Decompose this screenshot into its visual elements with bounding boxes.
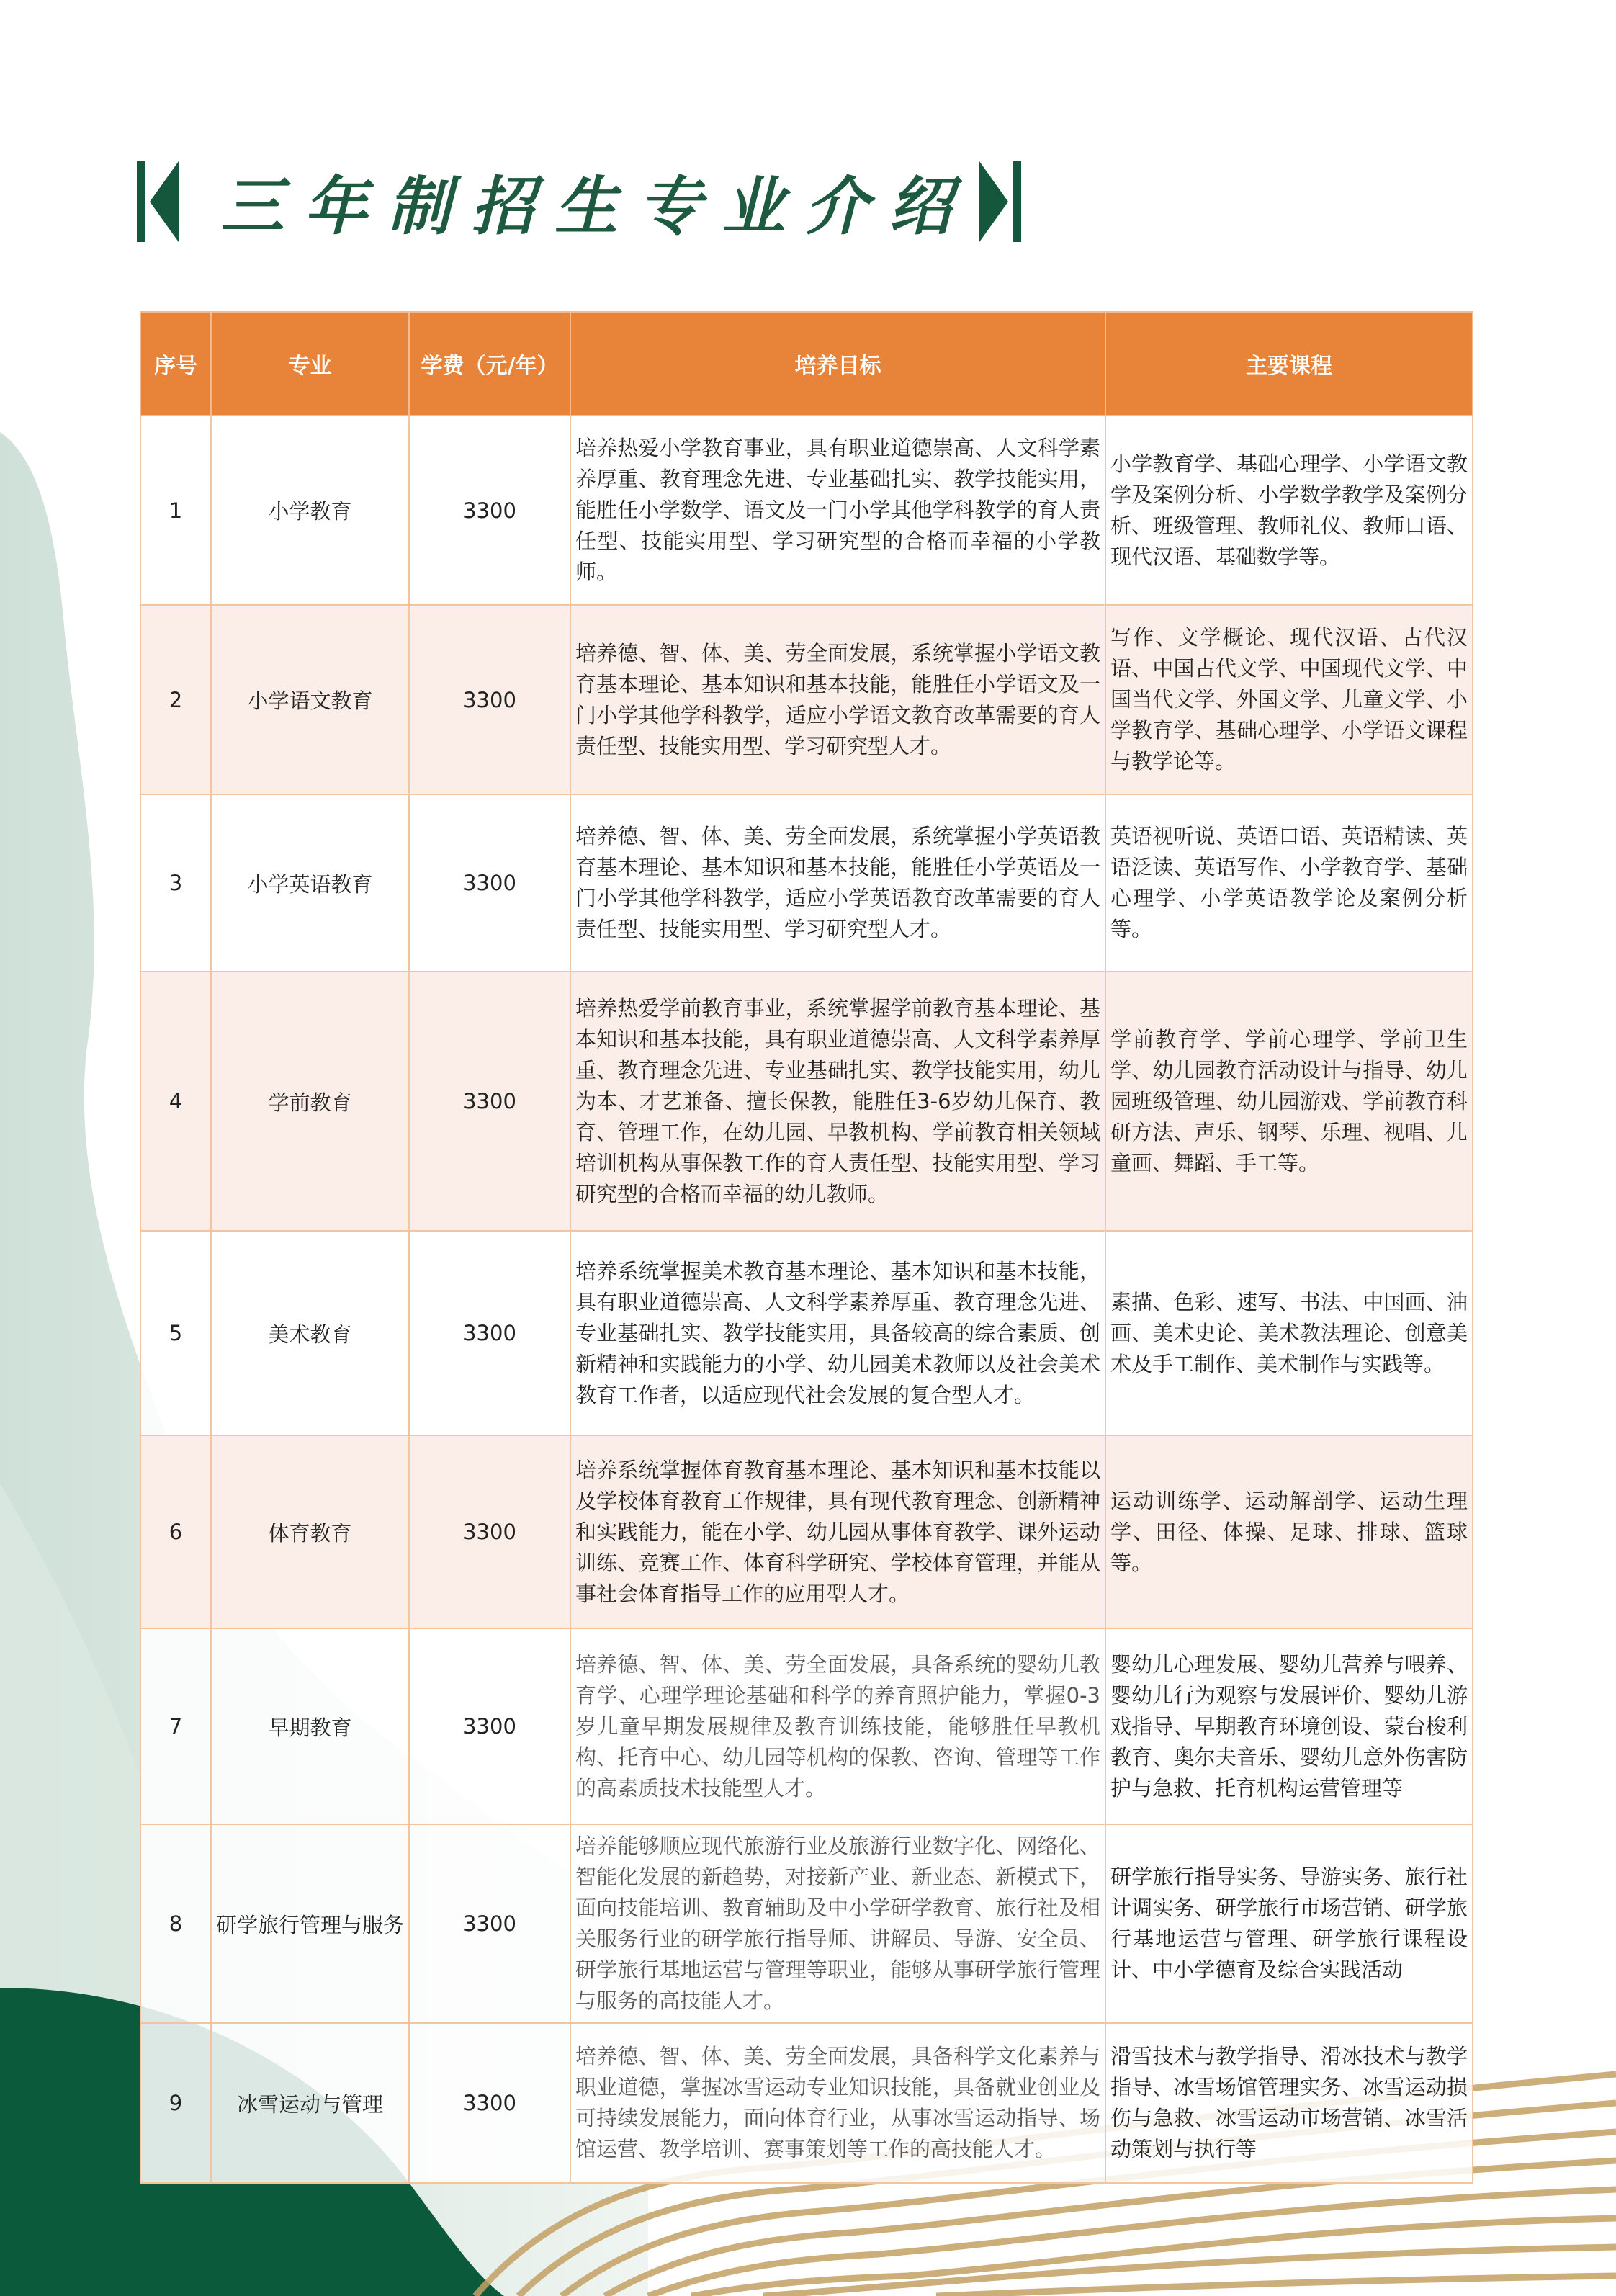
table-row <box>140 972 1473 1231</box>
table-row <box>140 605 1473 794</box>
header-index: 序号 <box>140 312 211 416</box>
row-major: 研学旅行管理与服务 <box>211 1824 409 2023</box>
table-header-row <box>140 312 1473 416</box>
table-row <box>140 1628 1473 1824</box>
row-major: 体育教育 <box>211 1435 409 1628</box>
row-index: 2 <box>140 605 211 794</box>
row-courses: 素描、色彩、速写、书法、中国画、油画、美术史论、美术教法理论、创意美术及手工制作、美术制作与实践等。 <box>1105 1231 1473 1435</box>
row-goal: 培养系统掌握美术教育基本理论、基本知识和基本技能，具有职业道德崇高、人文科学素养厚重、教育理念先进、专业基础扎实、教学技能实用，具备较高的综合素质、创新精神和实践能力的小学、幼儿园美术教师以及社会美术教育工作者，以适应现代社会发展的复合型人才。 <box>570 1231 1105 1435</box>
row-index: 9 <box>140 2023 211 2183</box>
row-major: 小学教育 <box>211 416 409 605</box>
row-goal: 培养德、智、体、美、劳全面发展，具备科学文化素养与职业道德，掌握冰雪运动专业知识技能，具备就业创业及可持续发展能力，面向体育行业，从事冰雪运动指导、场馆运营、教学培训、赛事策划等工作的高技能人才。 <box>570 2023 1105 2183</box>
row-fee: 3300 <box>409 416 570 605</box>
row-courses: 小学教育学、基础心理学、小学语文教学及案例分析、小学数学教学及案例分析、班级管理、教师礼仪、教师口语、现代汉语、基础数学等。 <box>1105 416 1473 605</box>
table-row <box>140 1824 1473 2023</box>
row-courses: 学前教育学、学前心理学、学前卫生学、幼儿园教育活动设计与指导、幼儿园班级管理、幼儿园游戏、学前教育科研方法、声乐、钢琴、乐理、视唱、儿童画、舞蹈、手工等。 <box>1105 972 1473 1231</box>
row-goal: 培养能够顺应现代旅游行业及旅游行业数字化、网络化、智能化发展的新趋势，对接新产业、新业态、新模式下，面向技能培训、教育辅助及中小学研学教育、旅行社及相关服务行业的研学旅行指导师、讲解员、导游、安全员、研学旅行基地运营与管理等职业，能够从事研学旅行管理与服务的高技能人才。 <box>570 1824 1105 2023</box>
right-bracket-icon <box>979 158 1026 245</box>
majors-table-container <box>140 311 1472 2184</box>
row-goal: 培养热爱小学教育事业，具有职业道德崇高、人文科学素养厚重、教育理念先进、专业基础扎实、教学技能实用，能胜任小学数学、语文及一门小学其他学科教学的育人责任型、技能实用型、学习研究型的合格而幸福的小学教师。 <box>570 416 1105 605</box>
row-major: 冰雪运动与管理 <box>211 2023 409 2183</box>
row-fee: 3300 <box>409 2023 570 2183</box>
row-courses: 英语视听说、英语口语、英语精读、英语泛读、英语写作、小学教育学、基础心理学、小学英语教学论及案例分析等。 <box>1105 794 1473 972</box>
table-row <box>140 794 1473 972</box>
header-major: 专业 <box>211 312 409 416</box>
row-fee: 3300 <box>409 794 570 972</box>
row-major: 早期教育 <box>211 1628 409 1824</box>
row-fee: 3300 <box>409 1628 570 1824</box>
page-title <box>137 155 1026 248</box>
row-index: 7 <box>140 1628 211 1824</box>
row-major: 美术教育 <box>211 1231 409 1435</box>
row-index: 5 <box>140 1231 211 1435</box>
header-fee: 学费（元/年） <box>409 312 570 416</box>
left-bracket-icon <box>137 158 179 245</box>
row-courses: 研学旅行指导实务、导游实务、旅行社计调实务、研学旅行市场营销、研学旅行基地运营与管理、研学旅行课程设计、中小学德育及综合实践活动 <box>1105 1824 1473 2023</box>
table-row <box>140 1231 1473 1435</box>
row-index: 6 <box>140 1435 211 1628</box>
row-goal: 培养热爱学前教育事业，系统掌握学前教育基本理论、基本知识和基本技能，具有职业道德崇高、人文科学素养厚重、教育理念先进、专业基础扎实、教学技能实用，幼儿为本、才艺兼备、擅长保教，能胜任3-6岁幼儿保育、教育、管理工作，在幼儿园、早教机构、学前教育相关领域培训机构从事保教工作的育人责任型、技能实用型、学习研究型的合格而幸福的幼儿教师。 <box>570 972 1105 1231</box>
row-fee: 3300 <box>409 972 570 1231</box>
row-courses: 运动训练学、运动解剖学、运动生理学、田径、体操、足球、排球、篮球等。 <box>1105 1435 1473 1628</box>
row-index: 3 <box>140 794 211 972</box>
header-goal: 培养目标 <box>570 312 1105 416</box>
row-courses: 滑雪技术与教学指导、滑冰技术与教学指导、冰雪场馆管理实务、冰雪运动损伤与急救、冰雪运动市场营销、冰雪活动策划与执行等 <box>1105 2023 1473 2183</box>
row-fee: 3300 <box>409 1231 570 1435</box>
page-title-text: 三年制招生专业介绍 <box>220 169 973 243</box>
row-goal: 培养德、智、体、美、劳全面发展，系统掌握小学英语教育基本理论、基本知识和基本技能，能胜任小学英语及一门小学其他学科教学，适应小学英语教育改革需要的育人责任型、技能实用型、学习研究型人才。 <box>570 794 1105 972</box>
row-goal: 培养德、智、体、美、劳全面发展，系统掌握小学语文教育基本理论、基本知识和基本技能，能胜任小学语文及一门小学其他学科教学，适应小学语文教育改革需要的育人责任型、技能实用型、学习研究型人才。 <box>570 605 1105 794</box>
row-goal: 培养系统掌握体育教育基本理论、基本知识和基本技能以及学校体育教育工作规律，具有现代教育理念、创新精神和实践能力，能在小学、幼儿园从事体育教学、课外运动训练、竞赛工作、体育科学研究、学校体育管理，并能从事社会体育指导工作的应用型人才。 <box>570 1435 1105 1628</box>
row-major: 小学语文教育 <box>211 605 409 794</box>
row-major: 小学英语教育 <box>211 794 409 972</box>
row-fee: 3300 <box>409 1824 570 2023</box>
row-major: 学前教育 <box>211 972 409 1231</box>
table-row <box>140 1435 1473 1628</box>
row-courses: 写作、文学概论、现代汉语、古代汉语、中国古代文学、中国现代文学、中国当代文学、外国文学、儿童文学、小学教育学、基础心理学、小学语文课程与教学论等。 <box>1105 605 1473 794</box>
table-row <box>140 416 1473 605</box>
row-index: 4 <box>140 972 211 1231</box>
row-fee: 3300 <box>409 605 570 794</box>
row-index: 1 <box>140 416 211 605</box>
row-index: 8 <box>140 1824 211 2023</box>
table-row <box>140 2023 1473 2183</box>
row-goal: 培养德、智、体、美、劳全面发展，具备系统的婴幼儿教育学、心理学理论基础和科学的养育照护能力，掌握0-3岁儿童早期发展规律及教育训练技能，能够胜任早教机构、托育中心、幼儿园等机构的保教、咨询、管理等工作的高素质技术技能型人才。 <box>570 1628 1105 1824</box>
header-courses: 主要课程 <box>1105 312 1473 416</box>
majors-table <box>140 311 1473 2184</box>
row-courses: 婴幼儿心理发展、婴幼儿营养与喂养、婴幼儿行为观察与发展评价、婴幼儿游戏指导、早期教育环境创设、蒙台梭利教育、奥尔夫音乐、婴幼儿意外伤害防护与急救、托育机构运营管理等 <box>1105 1628 1473 1824</box>
row-fee: 3300 <box>409 1435 570 1628</box>
